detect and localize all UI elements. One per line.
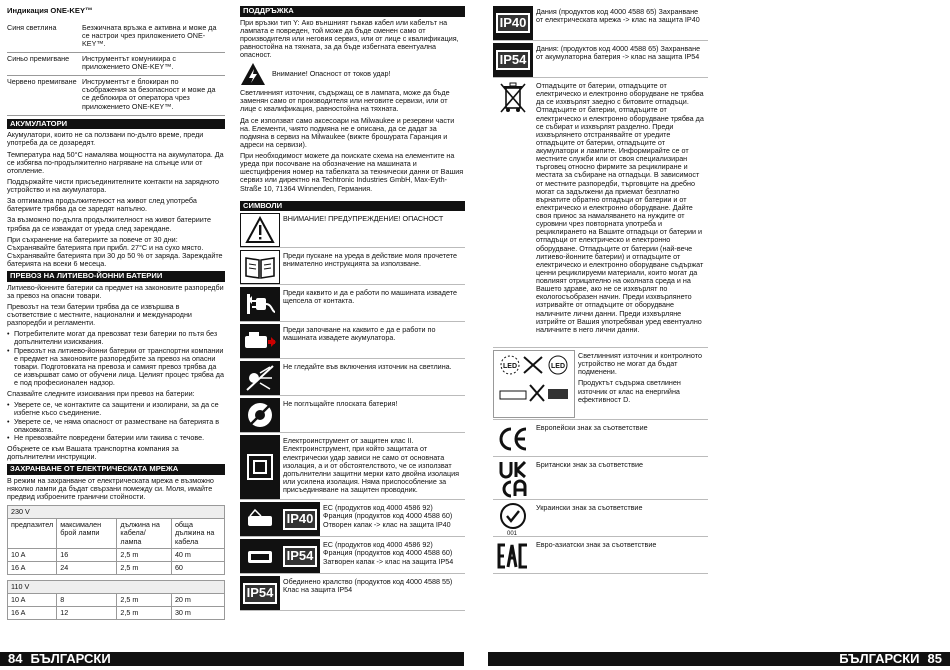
ua-icon bbox=[493, 502, 533, 536]
list-item: • Превозът на литиево-йонни батерии от транспортни компании е предмет на законовите разпоредбите за превоз на опасни товари. Подготовката на превоза и самият превоз трябва да се извършват само от обучени лица. Целият процес трябва да е под професионален надзор. bbox=[7, 347, 225, 388]
table-row bbox=[8, 594, 225, 607]
shock-warning-text: Внимание! Опасност от токов удар! bbox=[272, 69, 391, 79]
remove-battery-icon bbox=[240, 324, 280, 358]
footer-left bbox=[0, 652, 464, 666]
transport-list bbox=[7, 330, 225, 387]
symbol-text: ЕС (продуктов код 4000 4586 92) Франция (продуктов код 4000 4588 60) Отворен капак -> клас на защита IP40 bbox=[323, 503, 453, 529]
table-header: дължина на кабела/ лампа bbox=[117, 519, 172, 548]
led-label-2: LED bbox=[551, 363, 565, 370]
symbol-text: Дания (продуктов код 4000 4588 65) Захранване от електрическата мрежа -> клас на защита IP40 bbox=[536, 7, 700, 25]
ip40-icon bbox=[240, 502, 320, 536]
language-right: БЪЛГАРСКИ bbox=[839, 650, 920, 666]
read-manual-icon bbox=[240, 250, 280, 284]
maintenance-para: При необходимост можете да поискате схема на елементите на уреда при посочване на обозначение на машината и шестцифрения номер на табелката за технически данни от Вашия сервиз или директно на Techtronic Industries GmbH, Max-Eyth-Straße 10, 71364 Winnenden, Германия. bbox=[240, 151, 464, 193]
table-header: максимален брой лампи bbox=[57, 519, 117, 548]
symbol-row bbox=[240, 576, 465, 611]
symbol-text: Обединено кралство (продуктов код 4000 4588 55) Клас на защита IP54 bbox=[283, 577, 453, 595]
led-illustration bbox=[493, 350, 575, 418]
symbol-text: ВНИМАНИЕ! ПРЕДУПРЕЖДЕНИЕ! ОПАСНОСТ bbox=[283, 214, 444, 224]
ip-label: IP54 bbox=[496, 50, 531, 71]
warning-icon bbox=[240, 213, 280, 247]
table-cell: 2,5 m bbox=[117, 548, 172, 561]
symbol-row bbox=[240, 324, 465, 359]
table-cell: 20 m bbox=[171, 594, 224, 607]
table-voltage-110: 110 V bbox=[8, 580, 225, 593]
unplug-icon bbox=[240, 287, 280, 321]
right-column bbox=[493, 6, 708, 576]
batteries-para: За оптимална продължителност на живот след употреба батериите трябва да се заредят напълно. bbox=[7, 196, 197, 214]
led-text-1: Светлинният източник и контролното устройство не могат да бъдат подменени. bbox=[578, 351, 702, 377]
ip40-icon bbox=[493, 6, 533, 40]
symbol-row bbox=[493, 502, 708, 537]
left-column-1 bbox=[7, 6, 225, 620]
transport-para: Превозът на тези батерии трябва да се извършва в съответствие с местните, национални и международни разпоредби и регламенти. bbox=[7, 301, 192, 328]
symbol-text: Украински знак за съответствие bbox=[536, 503, 643, 512]
no-look-light-icon bbox=[240, 361, 280, 395]
table-cell: 16 A bbox=[8, 607, 57, 620]
list-item: • Не превозвайте повредени батерии или такива с течове. bbox=[7, 434, 225, 442]
left-column-2 bbox=[240, 6, 465, 613]
led-text-2: Продуктът съдържа светлинен източник от клас на енергийна ефективност D. bbox=[578, 378, 681, 404]
ce-icon bbox=[493, 422, 533, 456]
symbol-text: Дания: (продуктов код 4000 4588 65) Захранване от акумулаторна батерия -> клас на защита IP54 bbox=[536, 44, 701, 62]
ip54-badge bbox=[280, 539, 320, 573]
ip40-badge bbox=[280, 502, 320, 536]
symbol-row bbox=[240, 250, 465, 285]
crossed-bin-icon bbox=[493, 80, 533, 116]
symbol-text: Евро-азиатски знак за съответствие bbox=[536, 540, 657, 549]
class-ii-icon bbox=[240, 435, 280, 499]
symbol-row bbox=[240, 361, 465, 396]
batteries-para: Акумулатори, които не са ползвани по-дълго време, преди употреба да се дозаредят. bbox=[7, 130, 204, 148]
symbol-row bbox=[240, 539, 465, 574]
page-number-right: 85 bbox=[927, 650, 942, 666]
table-cell: 24 bbox=[57, 561, 117, 574]
indicator-row bbox=[7, 22, 225, 53]
symbol-row bbox=[240, 213, 465, 248]
table-header: предпазител bbox=[8, 519, 57, 548]
table-cell: 16 A bbox=[8, 561, 57, 574]
indicator-value: Безжичната връзка е активна и може да се настрои чрез приложението ONE-KEY™. bbox=[82, 22, 217, 48]
list-item: • Потребителите могат да превозват тези батерии по пътя без допълнителни изисквания. bbox=[7, 330, 225, 346]
symbol-text: Не гледайте във включения източник на светлина. bbox=[283, 362, 452, 372]
disposal-text-main: Отпадъците от батерии, отпадъците от електрическо и електронно оборудване не трябва да се изхвърлят заедно с битовите отпадъци. Отпадъците от батерии, отпадъците от електрическо и електронно оборудване трябва да се събират и изхвърлят разделно. Преди изхвърлянето отстранявайте от уредите отпадъците от батерии, отпадъците от акумулатори и лампите. Информирайте се от местните служби или от своя специализиран търговец относно фирмите за рециклиране и местата за събиране на отпадъци. В зависимост от местните разпоредби, търговците на дребно могат са задължени да приемат безплатно върнатите обратно отпадъци от батерии и от електрическо и електронно оборудване. Дайте своя принос за намаляването на нуждите от суровини чрез повторната употреба и рециклирането на Вашите отпадъци от батерии и отпадъци от електрическо и електронно оборудване. Отпадъците от батерии (най-вече литиево-йонните батерии) и отпадъците от електрическо и електронно оборудване съдържат ценни рециклируеми материали, които могат да повлияят отрицателно на околната среда и на Вашето здраве, ако не се изхвърлят по екологосъобразен начин. Преди изхвърлянето изтривайте от отпадъците от оборудване наличните лични данни. bbox=[536, 81, 704, 318]
indicator-key: Синьо премигване bbox=[7, 53, 70, 63]
symbol-text: Преди започване на каквито е да е работи по машината извадете акумулатора. bbox=[283, 325, 436, 343]
table-cell: 2,5 m bbox=[117, 561, 172, 574]
symbol-text: Електроинструмент от защитен клас II. Електроинструмент, при който защитата от електрически удар зависи не само от основната изолация, а и от обстоятелството, че се използват допълнителни защитни мерки като двойна изолация или усилена изолация. Няма приспособление за присъединяване на защитен проводник. bbox=[283, 436, 460, 495]
batteries-para: При съхранение на батериите за повече от 30 дни: Съхранявайте батерията при прибл. 27°C и на сухо място. Съхранявайте батерията при 30 до 50 % от заряда. Зареждайте батерията на всеки 6 месеца. bbox=[7, 234, 223, 269]
maintenance-para: Да се използват само аксесоари на Milwaukee и резервни части на. Елементи, чиято подмяна не е описана, да се дадат за подмяна в сервиз на Milwaukee (вижте брошурата Гаранция и адреси на сервизи). bbox=[240, 115, 455, 149]
mains-header: ЗАХРАНВАНЕ ОТ ЕЛЕКТРИЧЕСКАТА МРЕЖА bbox=[7, 464, 225, 475]
table-row bbox=[8, 548, 225, 561]
maintenance-header: ПОДДРЪЖКА bbox=[240, 6, 465, 17]
list-item: • Уверете се, че няма опасност от разместване на батерията в опаковката. bbox=[7, 418, 225, 434]
led-row bbox=[493, 350, 708, 420]
batteries-para: За възможно по-дълга продължителност на живот батериите трябва да се изваждат от уреда след зареждане. bbox=[7, 215, 211, 233]
maintenance-para: При връзки тип Y: Ако външният гъвкав кабел или кабелът на лампата е повреден, той може да бъде сменен само от производителя или неговия сервиз, или от лице с квалификация, равностойна на тяхната, за да бъде избегната евентуална опасност. bbox=[240, 17, 459, 60]
symbol-text: Не поглъщайте плоската батерия! bbox=[283, 399, 398, 409]
indicator-key: Синя светлина bbox=[7, 22, 57, 32]
ip54-icon bbox=[493, 43, 533, 77]
page-number-left: 84 bbox=[8, 650, 23, 666]
ip54-uk-icon bbox=[240, 576, 280, 610]
indicator-value: Инструментът комуникира с приложението ONE-KEY™. bbox=[82, 53, 176, 72]
footer-right bbox=[488, 652, 950, 666]
symbol-row bbox=[240, 502, 465, 537]
table-row bbox=[8, 561, 225, 574]
table-cell: 30 m bbox=[171, 607, 224, 620]
symbols-header: СИМВОЛИ bbox=[240, 201, 465, 212]
batteries-para: Поддържайте чисти присъединителните контакти на зарядното устройство и на акумулатора. bbox=[7, 176, 219, 195]
mains-table bbox=[7, 505, 225, 620]
table-cell: 40 m bbox=[171, 548, 224, 561]
table-row bbox=[8, 607, 225, 620]
table-voltage-230: 230 V bbox=[8, 506, 225, 519]
disposal-text-end: Преди изхвърляне изтрийте от Вашия употребяван уред евентуално наличните в него лични данни. bbox=[536, 308, 702, 334]
symbol-text: ЕС (продуктов код 4000 4586 92) Франция (продуктов код 4000 4588 60) Затворен капак -> клас на защита IP54 bbox=[323, 540, 454, 566]
symbol-row bbox=[493, 422, 708, 457]
symbol-text: Преди пускане на уреда в действие моля прочетете внимателно инструкцията за използване. bbox=[283, 251, 457, 269]
mains-para: В режим на захранване от електрическата мрежа е възможно няколко лампи да бъдат свързани помежду си. Моля, имайте предвид изброените гранични стойности. bbox=[7, 475, 214, 502]
ukca-icon bbox=[493, 459, 533, 499]
batteries-header: АКУМУЛАТОРИ bbox=[7, 119, 225, 130]
table-cell: 60 bbox=[171, 561, 224, 574]
table-cell: 10 A bbox=[8, 594, 57, 607]
shock-warning-icon bbox=[240, 62, 266, 86]
transport-para: Литиево-йонните батерии са предмет на законовите разпоредби за превоз на опасни товари. bbox=[7, 282, 224, 300]
ua-code: 001 bbox=[507, 531, 518, 536]
shock-warning bbox=[240, 62, 465, 86]
symbol-row bbox=[493, 43, 708, 78]
ip-label: IP40 bbox=[496, 13, 531, 34]
symbol-row bbox=[493, 6, 708, 41]
symbol-row bbox=[493, 459, 708, 500]
table-cell: 12 bbox=[57, 607, 117, 620]
ip54-icon bbox=[240, 539, 320, 573]
symbol-row bbox=[240, 287, 465, 322]
language-left: БЪЛГАРСКИ bbox=[30, 650, 111, 666]
ip-label: IP54 bbox=[283, 546, 318, 567]
table-cell: 16 bbox=[57, 548, 117, 561]
ip-label: IP54 bbox=[243, 583, 278, 604]
table-cell: 10 A bbox=[8, 548, 57, 561]
indicator-key: Червено премигване bbox=[7, 77, 77, 87]
symbol-text: Преди каквито и да е работи по машината извадете щепсела от контакта. bbox=[283, 288, 457, 306]
eac-icon bbox=[493, 539, 533, 573]
symbol-text: Европейски знак за съответствие bbox=[536, 423, 648, 432]
symbol-row bbox=[240, 398, 465, 433]
indicator-row bbox=[7, 76, 225, 116]
batteries-para: Температура над 50°C намалява мощността на акумулатора. Да се избягва по-продължително нагряване на слънце или от отопление. bbox=[7, 149, 224, 175]
ip-label: IP40 bbox=[283, 509, 318, 530]
disposal-row bbox=[493, 80, 708, 348]
table-cell: 8 bbox=[57, 594, 117, 607]
indicator-list bbox=[7, 22, 225, 116]
symbol-text: Британски знак за съответствие bbox=[536, 460, 643, 469]
symbol-row bbox=[493, 539, 708, 574]
list-item: • Уверете се, че контактите са защитени и изолирани, за да се избегне късо съединение. bbox=[7, 401, 225, 417]
symbol-row bbox=[240, 435, 465, 500]
indicator-row bbox=[7, 53, 225, 76]
transport-list-2 bbox=[7, 401, 225, 442]
maintenance-para: Светлинният източник, съдържащ се в лампата, може да бъде заменян само от производителя или неговите сервизи, или от лице с квалификация, равностойна на тяхната. bbox=[240, 88, 450, 114]
indicator-value: Инструментът е блокиран по съображения за безопасност и може да се деблокира от оператора чрез приложението ONE-KEY™. bbox=[82, 77, 216, 111]
lamp-closed-icon bbox=[240, 539, 280, 573]
no-swallow-battery-icon bbox=[240, 398, 280, 432]
transport-header: ПРЕВОЗ НА ЛИТИЕВО-ЙОННИ БАТЕРИИ bbox=[7, 271, 225, 282]
indicator-title: Индикация ONE-KEY™ bbox=[7, 6, 93, 15]
led-label-1: LED bbox=[503, 363, 517, 370]
transport-para: Спазвайте следните изисквания при превоз на батерии: bbox=[7, 389, 195, 399]
table-cell: 2,5 m bbox=[117, 594, 172, 607]
table-header: обща дължина на кабела bbox=[171, 519, 224, 548]
transport-para: Обърнете се към Вашата транспортна компания за допълнителни инструкции. bbox=[7, 443, 179, 462]
lamp-open-icon bbox=[240, 502, 280, 536]
disposal-text bbox=[533, 80, 708, 347]
table-cell: 2,5 m bbox=[117, 607, 172, 620]
led-text bbox=[575, 350, 708, 419]
